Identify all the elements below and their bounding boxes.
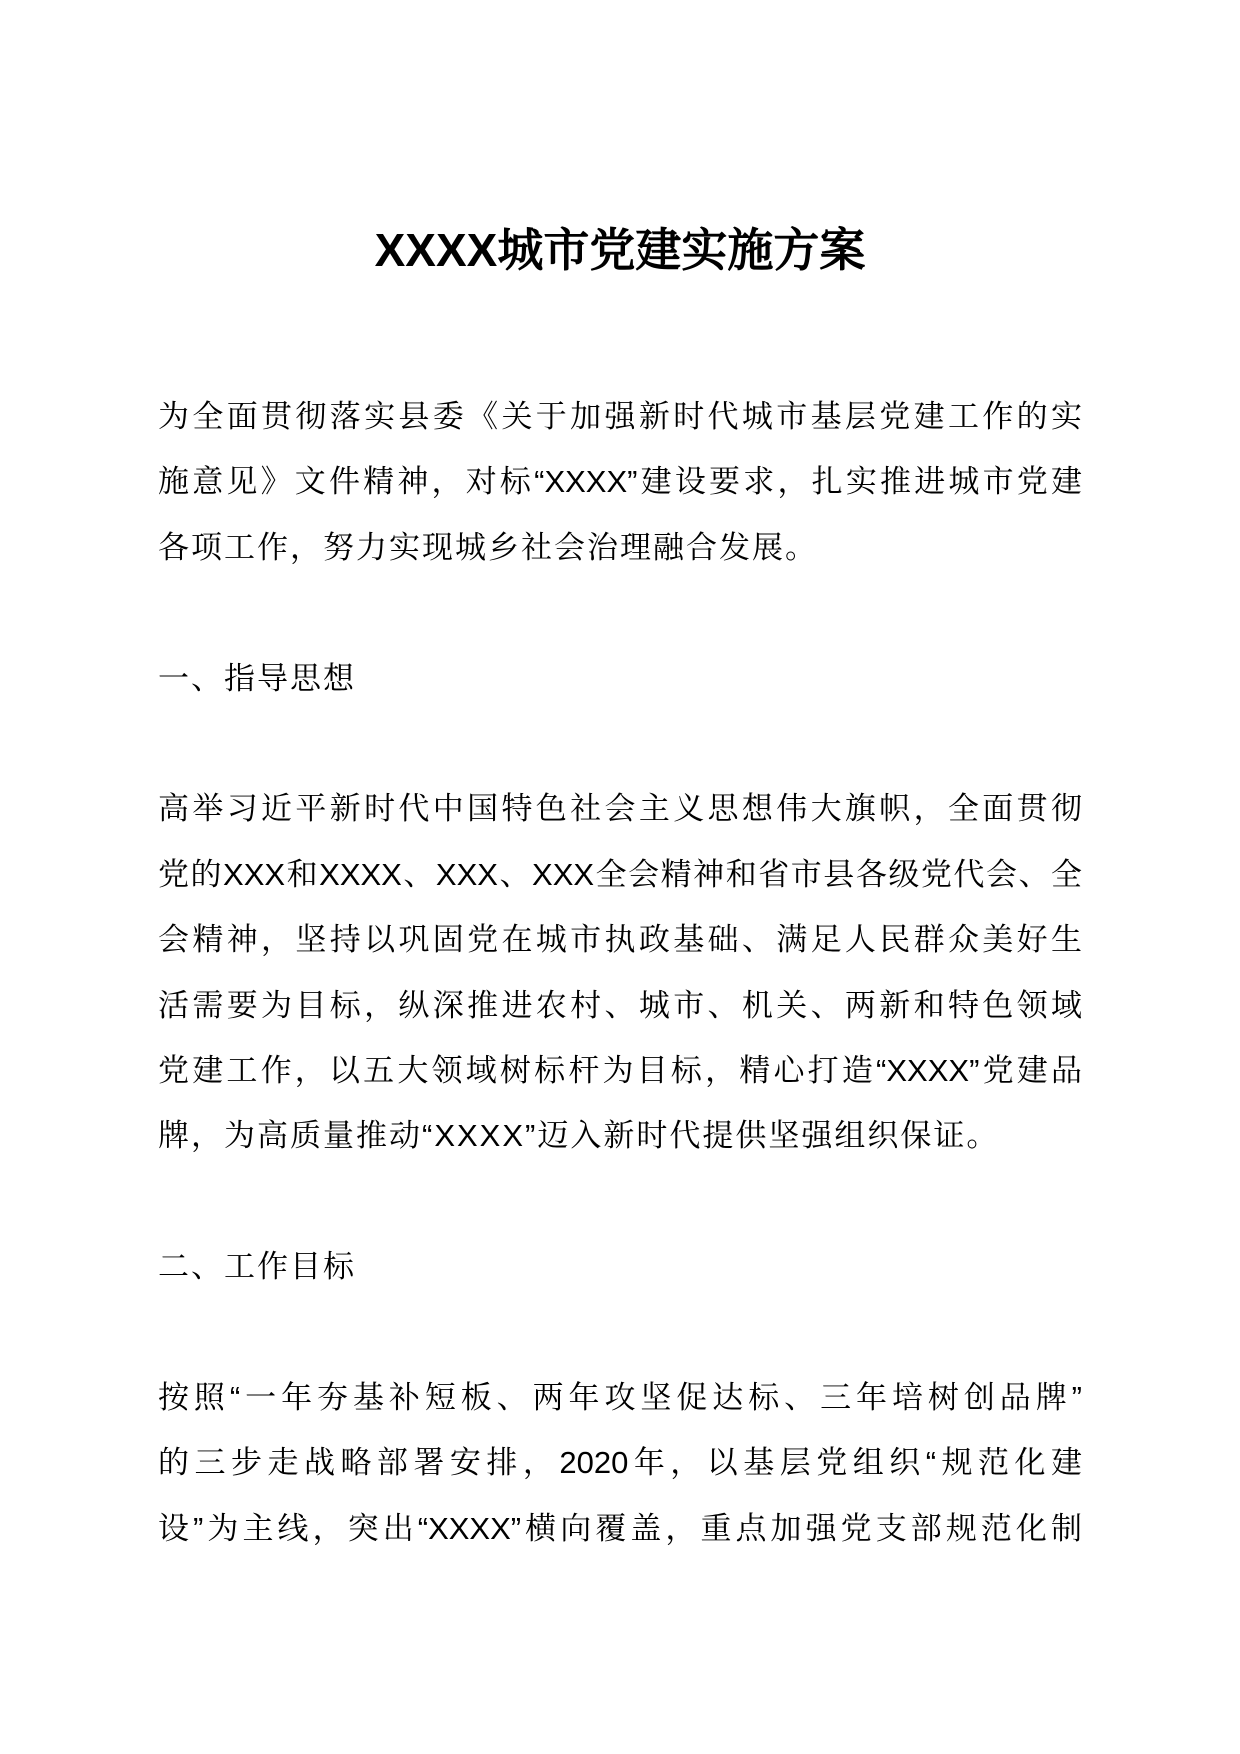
section-heading-guiding-ideology: 一、指导思想 (158, 660, 356, 696)
text-line: 设”为主线，突出“XXXX”横向覆盖，重点加强党支部规范化制 (158, 1510, 1082, 1546)
text-line: 牌，为高质量推动“XXXX”迈入新时代提供坚强组织保证。 (158, 1118, 1000, 1154)
text-line: 会精神，坚持以巩固党在城市执政基础、满足人民群众美好生 (158, 922, 1082, 958)
text-line: 按照“一年夯基补短板、两年攻坚促达标、三年培树创品牌” (158, 1379, 1082, 1415)
text-line: 的三步走战略部署安排，2020年，以基层党组织“规范化建 (158, 1445, 1082, 1481)
guiding-ideology-paragraph (158, 776, 1082, 1168)
document-title: XXXX城市党建实施方案 (374, 224, 866, 276)
text-line: 各项工作，努力实现城乡社会治理融合发展。 (158, 529, 818, 565)
text-line: 党建工作，以五大领域树标杆为目标，精心打造“XXXX”党建品 (158, 1052, 1082, 1088)
work-goals-paragraph (158, 1365, 1082, 1561)
document-body (158, 384, 1082, 1561)
text-line: 党的XXX和XXXX、XXX、XXX全会精神和省市县各级党代会、全 (158, 856, 1082, 892)
intro-paragraph (158, 384, 1082, 580)
text-line: 活需要为目标，纵深推进农村、城市、机关、两新和特色领域 (158, 987, 1082, 1023)
text-line: 施意见》文件精神，对标“XXXX”建设要求，扎实推进城市党建 (158, 464, 1082, 500)
text-line: 为全面贯彻落实县委《关于加强新时代城市基层党建工作的实 (158, 399, 1082, 434)
text-line: 高举习近平新时代中国特色社会主义思想伟大旗帜，全面贯彻 (158, 791, 1082, 827)
section-heading-work-goals: 二、工作目标 (158, 1249, 356, 1285)
